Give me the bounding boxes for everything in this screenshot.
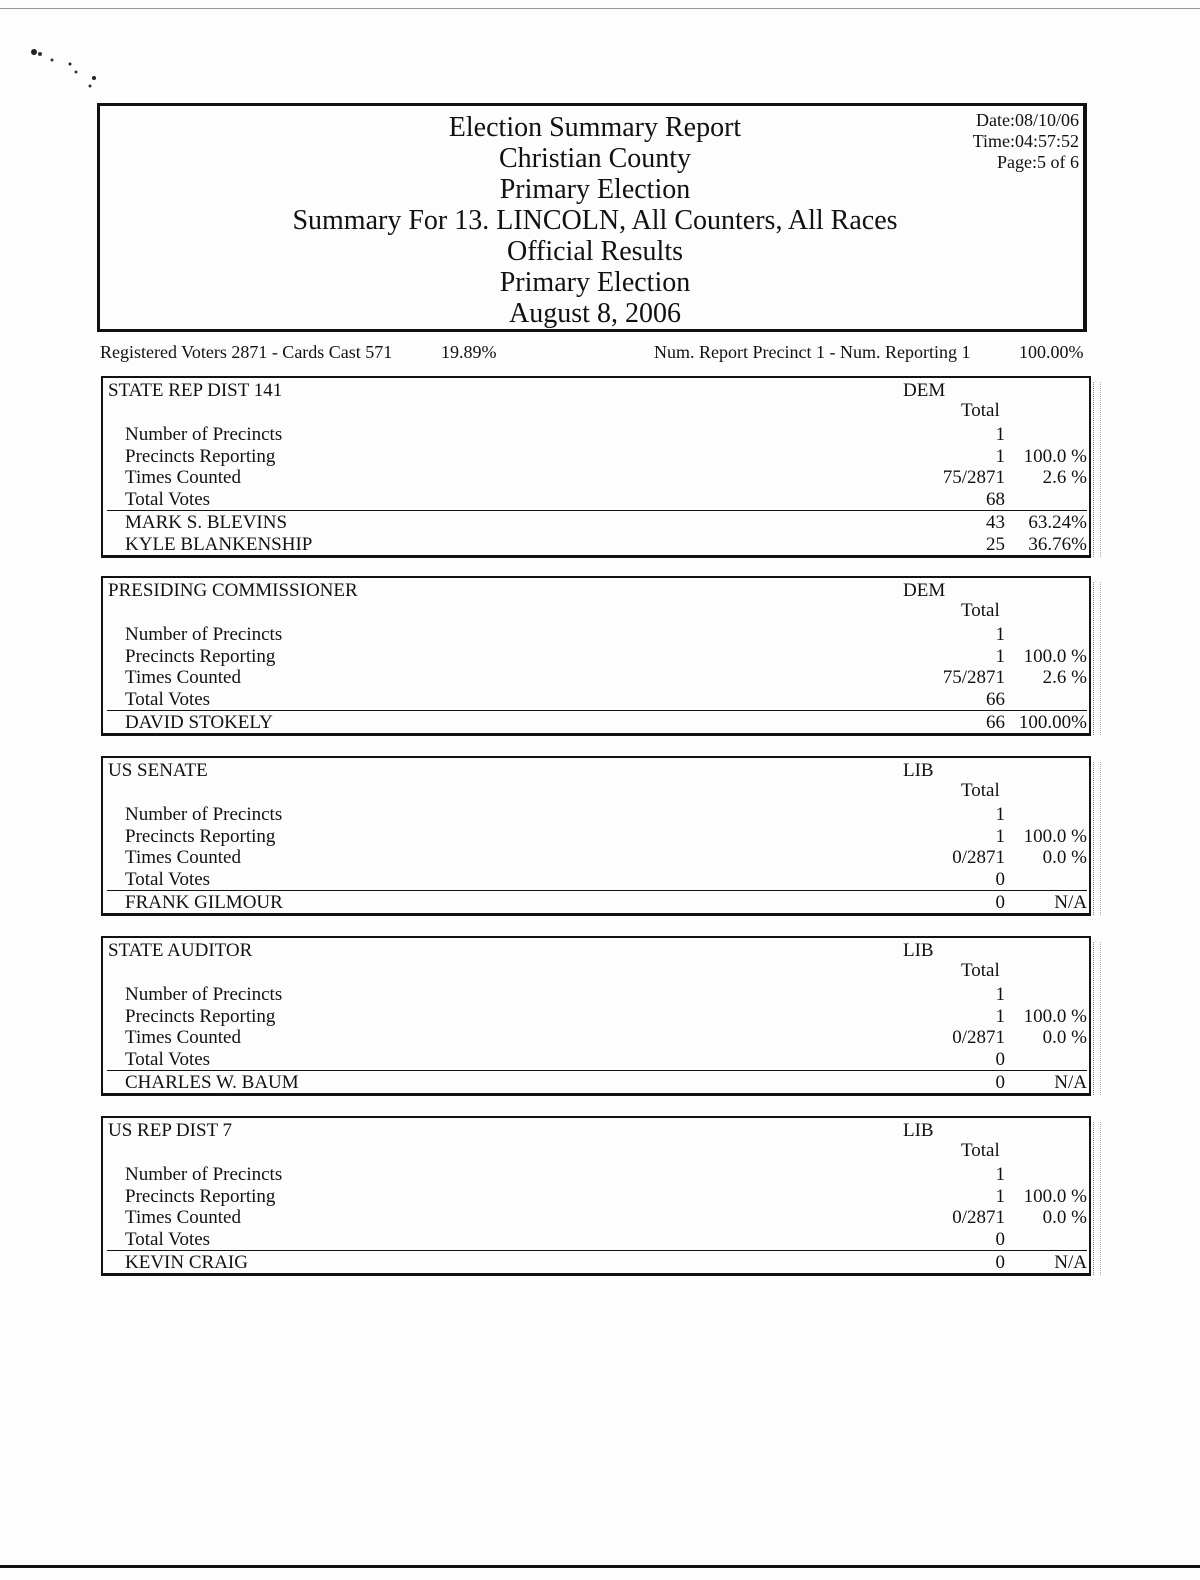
- candidate-row: [103, 512, 1093, 534]
- candidate-percent: N/A: [1054, 892, 1087, 913]
- stat-value: 1: [995, 424, 1005, 445]
- candidate-name: MARK S. BLEVINS: [125, 512, 288, 533]
- stat-label: Times Counted: [125, 467, 241, 488]
- stat-value: 1: [995, 804, 1005, 825]
- stat-row: [103, 1027, 1093, 1049]
- candidate-votes: 25: [986, 534, 1005, 555]
- race-title: PRESIDING COMMISSIONER: [108, 580, 358, 601]
- stat-percent: 2.6 %: [1042, 467, 1087, 488]
- reporting-percent: 100.00%: [1019, 342, 1084, 362]
- stat-label: Times Counted: [125, 1027, 241, 1048]
- candidate-row: [103, 712, 1093, 734]
- stat-row: [103, 424, 1093, 446]
- race-title: US SENATE: [108, 760, 208, 781]
- total-column-header: Total: [961, 1140, 1000, 1161]
- stat-percent: 100.0 %: [1023, 1185, 1087, 1207]
- divider: [107, 890, 1087, 891]
- stat-percent: 0.0 %: [1042, 1207, 1087, 1228]
- stat-value: 0: [995, 1228, 1005, 1250]
- candidate-percent: N/A: [1054, 1252, 1087, 1273]
- stat-value: 1: [995, 645, 1005, 667]
- party-label: LIB: [903, 1120, 934, 1141]
- county-name: Christian County: [498, 143, 692, 174]
- stat-label: Precincts Reporting: [125, 445, 276, 467]
- candidate-name: KEVIN CRAIG: [125, 1252, 248, 1273]
- stat-percent: 0.0 %: [1042, 1027, 1087, 1048]
- precincts-reporting-summary: Num. Report Precinct 1 - Num. Reporting 1: [654, 342, 971, 362]
- candidate-name: DAVID STOKELY: [125, 712, 273, 733]
- stat-value: 66: [986, 688, 1005, 710]
- registered-voters: Registered Voters 2871 - Cards Cast 571: [100, 342, 393, 362]
- candidate-votes: 0: [995, 1072, 1005, 1093]
- candidate-row: [103, 1252, 1093, 1274]
- stat-row: [103, 869, 1093, 891]
- candidate-row: [103, 1072, 1093, 1094]
- stat-value: 1: [995, 624, 1005, 645]
- stat-row: [103, 1006, 1093, 1028]
- candidate-row: [103, 534, 1093, 556]
- stat-label: Number of Precincts: [125, 624, 283, 645]
- stat-label: Total Votes: [125, 488, 211, 510]
- divider: [107, 510, 1087, 511]
- scan-edge-top: [0, 8, 1200, 9]
- stat-label: Number of Precincts: [125, 1164, 283, 1185]
- party-label: LIB: [903, 940, 934, 961]
- race-box: [101, 936, 1091, 1096]
- stat-value: 0/2871: [952, 847, 1005, 868]
- candidate-name: CHARLES W. BAUM: [125, 1072, 299, 1093]
- page-number: Page:5 of 6: [997, 152, 1079, 172]
- stat-percent: 100.0 %: [1023, 645, 1087, 667]
- stat-value: 0: [995, 1048, 1005, 1070]
- stat-row: [103, 667, 1093, 689]
- stat-row: [103, 1207, 1093, 1229]
- report-meta: [973, 110, 1079, 173]
- total-column-header: Total: [961, 600, 1000, 621]
- race-box: [101, 1116, 1091, 1276]
- stat-value: 1: [995, 1005, 1005, 1027]
- stat-row: [103, 1186, 1093, 1208]
- stat-row: [103, 446, 1093, 468]
- stat-row: [103, 489, 1093, 511]
- report-title: Election Summary Report: [448, 112, 742, 143]
- stat-label: Total Votes: [125, 868, 211, 890]
- race-box: [101, 756, 1091, 916]
- stat-percent: 2.6 %: [1042, 667, 1087, 688]
- stat-row: [103, 804, 1093, 826]
- candidate-votes: 0: [995, 1252, 1005, 1273]
- stat-percent: 100.0 %: [1023, 825, 1087, 847]
- stat-row: [103, 984, 1093, 1006]
- candidate-name: FRANK GILMOUR: [125, 892, 283, 913]
- election-type: Primary Election: [499, 174, 691, 205]
- stat-row: [103, 1049, 1093, 1071]
- stat-label: Times Counted: [125, 1207, 241, 1228]
- stat-label: Times Counted: [125, 847, 241, 868]
- stat-value: 75/2871: [942, 467, 1005, 488]
- scan-specks: [26, 42, 116, 92]
- results-status: Official Results: [506, 236, 683, 267]
- divider: [107, 1070, 1087, 1071]
- stat-label: Number of Precincts: [125, 984, 283, 1005]
- candidate-percent: 63.24%: [1028, 512, 1087, 533]
- divider: [107, 710, 1087, 711]
- race-title: US REP DIST 7: [108, 1120, 233, 1141]
- candidate-name: KYLE BLANKENSHIP: [125, 534, 313, 555]
- candidate-votes: 66: [986, 712, 1005, 733]
- report-title-block: [100, 112, 1090, 329]
- candidate-percent: 36.76%: [1028, 534, 1087, 555]
- report-header-box: [97, 103, 1087, 332]
- election-date: August 8, 2006: [509, 298, 681, 329]
- stat-row: [103, 467, 1093, 489]
- race-title: STATE REP DIST 141: [108, 380, 283, 401]
- total-column-header: Total: [961, 780, 1000, 801]
- party-label: DEM: [903, 580, 946, 601]
- party-label: DEM: [903, 380, 946, 401]
- candidate-percent: 100.00%: [1018, 712, 1087, 733]
- stat-row: [103, 646, 1093, 668]
- stat-label: Precincts Reporting: [125, 1005, 276, 1027]
- stat-value: 1: [995, 1164, 1005, 1185]
- stat-percent: 100.0 %: [1023, 445, 1087, 467]
- report-date: Date:08/10/06: [976, 110, 1079, 130]
- scan-edge-bottom: [0, 1565, 1200, 1568]
- stat-label: Precincts Reporting: [125, 645, 276, 667]
- summary-scope: Summary For 13. LINCOLN, All Counters, All Races: [292, 205, 898, 236]
- stat-label: Number of Precincts: [125, 424, 283, 445]
- turnout-percent: 19.89%: [441, 342, 497, 362]
- stat-label: Total Votes: [125, 688, 211, 710]
- stat-label: Times Counted: [125, 667, 241, 688]
- race-box: [101, 376, 1091, 558]
- stat-value: 1: [995, 1185, 1005, 1207]
- stat-value: 1: [995, 825, 1005, 847]
- report-time: Time:04:57:52: [972, 131, 1079, 151]
- stat-label: Precincts Reporting: [125, 1185, 276, 1207]
- stat-value: 75/2871: [942, 667, 1005, 688]
- stat-label: Number of Precincts: [125, 804, 283, 825]
- stat-label: Precincts Reporting: [125, 825, 276, 847]
- candidate-votes: 43: [986, 512, 1005, 533]
- stat-row: [103, 689, 1093, 711]
- candidate-percent: N/A: [1054, 1072, 1087, 1093]
- candidate-votes: 0: [995, 892, 1005, 913]
- total-column-header: Total: [961, 400, 1000, 421]
- stat-label: Total Votes: [125, 1048, 211, 1070]
- party-label: LIB: [903, 760, 934, 781]
- stat-label: Total Votes: [125, 1228, 211, 1250]
- race-box: [101, 576, 1091, 736]
- stat-value: 0: [995, 868, 1005, 890]
- candidate-row: [103, 892, 1093, 914]
- stat-value: 68: [986, 488, 1005, 510]
- stat-value: 1: [995, 445, 1005, 467]
- total-column-header: Total: [961, 960, 1000, 981]
- stat-row: [103, 826, 1093, 848]
- stat-value: 1: [995, 984, 1005, 1005]
- stat-percent: 100.0 %: [1023, 1005, 1087, 1027]
- election-type-repeat: Primary Election: [499, 267, 691, 298]
- stat-percent: 0.0 %: [1042, 847, 1087, 868]
- stat-row: [103, 624, 1093, 646]
- stat-row: [103, 1229, 1093, 1251]
- race-title: STATE AUDITOR: [108, 940, 253, 961]
- divider: [107, 1250, 1087, 1251]
- stat-value: 0/2871: [952, 1207, 1005, 1228]
- stat-value: 0/2871: [952, 1027, 1005, 1048]
- stat-row: [103, 847, 1093, 869]
- stat-row: [103, 1164, 1093, 1186]
